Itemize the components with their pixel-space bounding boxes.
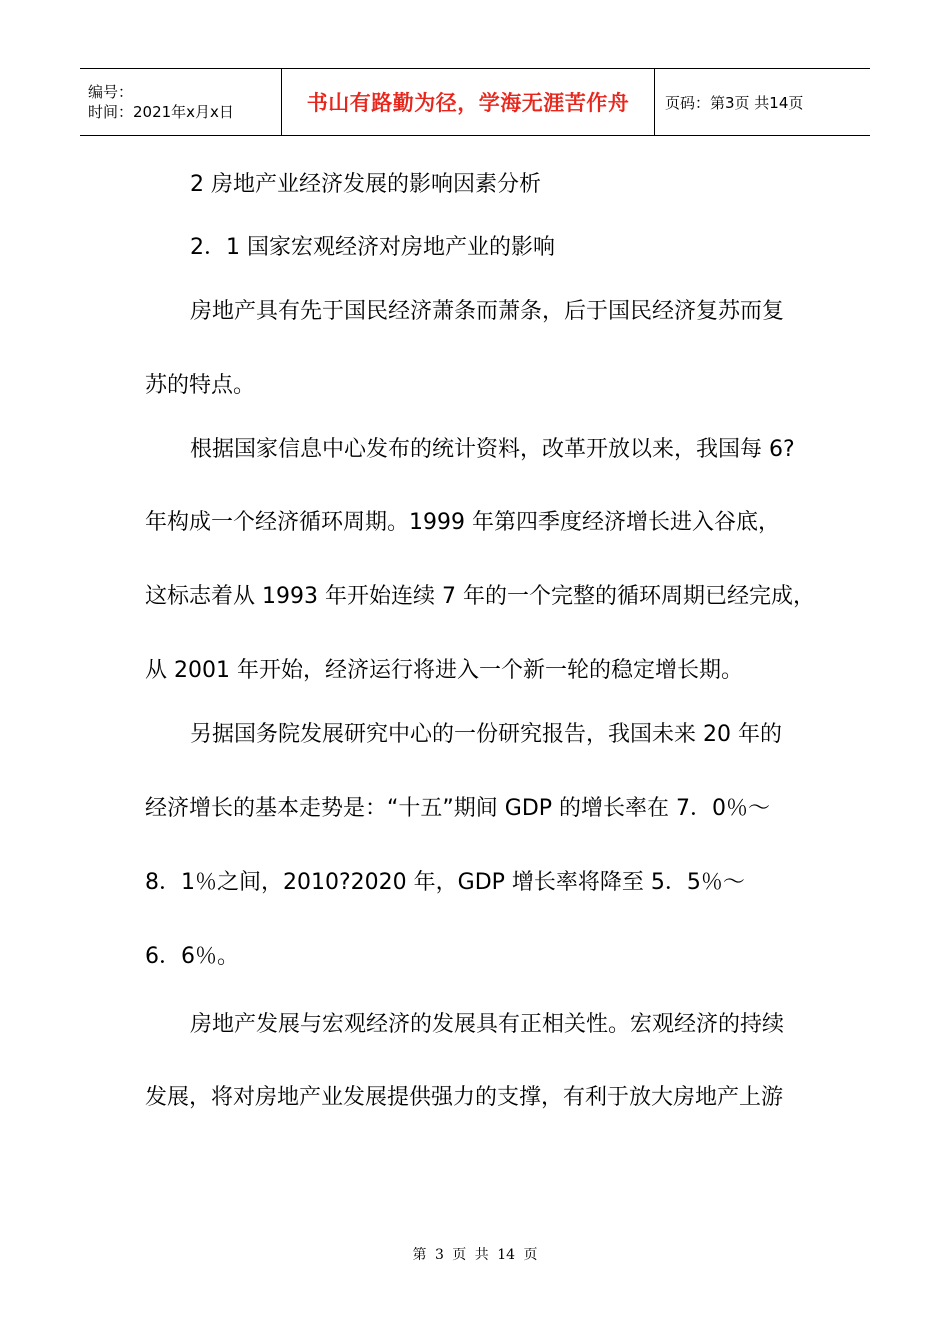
paragraph-line: 发展，将对房地产业发展提供强力的支撑，有利于放大房地产上游 — [145, 1085, 784, 1110]
subsection-heading: 2．1 国家宏观经济对房地产业的影响 — [190, 235, 555, 260]
paragraph-line: 另据国务院发展研究中心的一份研究报告，我国未来 20 年的 — [190, 722, 782, 747]
header-page-cell — [655, 69, 870, 135]
paragraph-line: 6．6％。 — [145, 944, 239, 969]
page-info: 页码：第3页 共14页 — [665, 93, 804, 112]
paragraph-line: 经济增长的基本走势是：“十五”期间 GDP 的增长率在 7．0％～ — [145, 796, 771, 821]
number-label: 编号： — [88, 83, 134, 101]
paragraph-line: 8．1％之间，2010?2020 年，GDP 增长率将降至 5．5％～ — [145, 870, 745, 895]
section-heading: 2 房地产业经济发展的影响因素分析 — [190, 172, 541, 197]
paragraph-line: 这标志着从 1993 年开始连续 7 年的一个完整的循环周期已经完成， — [145, 584, 815, 609]
document-header-table — [80, 68, 870, 136]
time-label: 时间：2021年x月x日 — [88, 103, 234, 121]
page-footer: 第 3 页 共 14 页 — [412, 1247, 538, 1263]
paragraph-line: 根据国家信息中心发布的统计资料，改革开放以来，我国每 6? — [190, 437, 795, 462]
header-meta-cell — [80, 69, 282, 135]
header-motto-cell — [282, 69, 655, 135]
paragraph-line: 从 2001 年开始，经济运行将进入一个新一轮的稳定增长期。 — [145, 658, 743, 683]
paragraph-line: 房地产具有先于国民经济萧条而萧条，后于国民经济复苏而复 — [190, 299, 785, 324]
paragraph-line: 年构成一个经济循环周期。1999 年第四季度经济增长进入谷底， — [145, 510, 780, 535]
motto-text: 书山有路勤为径，学海无涯苦作舟 — [306, 91, 630, 115]
paragraph-line: 苏的特点。 — [145, 373, 256, 398]
paragraph-line: 房地产发展与宏观经济的发展具有正相关性。宏观经济的持续 — [190, 1012, 785, 1037]
